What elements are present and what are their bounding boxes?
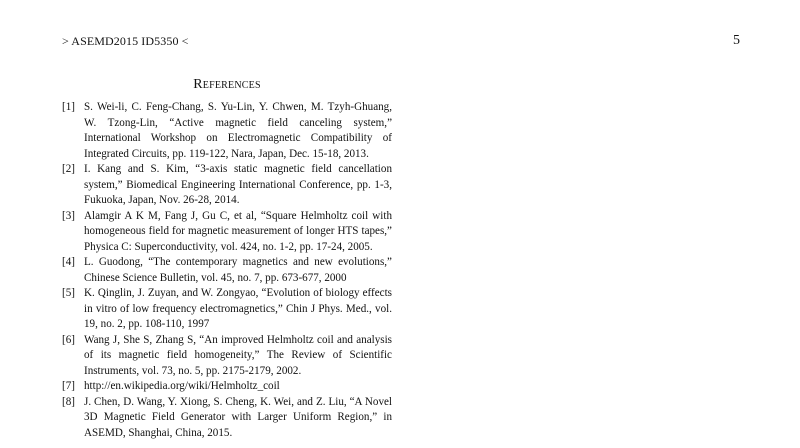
reference-text: S. Wei-li, C. Feng-Chang, S. Yu-Lin, Y. Chwen, M. Tzyh-Ghuang, W. Tzong-Lin, “Active magnetic field canceling system,” International Workshop on Electromagnetic Compatibility of Integrated Circuits, pp. 119-122, Nara, Japan, Dec. 15-18, 2013. — [84, 101, 392, 160]
reference-number: [2] — [62, 163, 75, 175]
reference-number: [1] — [62, 101, 75, 113]
reference-list — [62, 100, 392, 441]
references-heading: References — [193, 77, 261, 92]
running-head: > ASEMD2015 ID5350 < — [62, 34, 189, 48]
reference-text: J. Chen, D. Wang, Y. Xiong, S. Cheng, K. Wei, and Z. Liu, “A Novel 3D Magnetic Field Generator with Larger Uniform Region,” in ASEMD, Shanghai, China, 2015. — [84, 395, 392, 439]
reference-item — [62, 100, 392, 162]
reference-item — [62, 162, 392, 209]
page-number: 5 — [733, 33, 740, 48]
reference-number: [3] — [62, 209, 75, 222]
reference-item — [62, 209, 392, 256]
reference-link[interactable]: http://en.wikipedia.org/wiki/Helmholtz_coil — [84, 380, 280, 392]
reference-text: L. Guodong, “The contemporary magnetics and new evolutions,” Chinese Science Bulletin, vol. 45, no. 7, pp. 673-677, 2000 — [84, 256, 392, 284]
reference-item — [62, 333, 392, 380]
reference-text: K. Qinglin, J. Zuyan, and W. Zongyao, “Evolution of biology effects in vitro of low frequency electromagnetics,” Chin J Phys. Med., vol. 19, no. 2, pp. 108-110, 1997 — [84, 287, 392, 330]
reference-number: [5] — [62, 287, 75, 299]
reference-item — [62, 395, 392, 442]
reference-number: [6] — [62, 333, 75, 346]
reference-number: [8] — [62, 395, 75, 408]
reference-text: Wang J, She S, Zhang S, “An improved Helmholtz coil and analysis of its magnetic field homogeneity,” The Review of Scientific Instruments, vol. 73, no. 5, pp. 2175-2179, 2002. — [84, 333, 392, 377]
reference-item — [62, 379, 392, 395]
reference-item — [62, 286, 392, 333]
reference-item — [62, 255, 392, 286]
reference-number: [7] — [62, 380, 75, 392]
reference-text: Alamgir A K M, Fang J, Gu C, et al, “Square Helmholtz coil with homogeneous field for magnetic measurement of longer HTS tapes,” Physica C: Superconductivity, vol. 424, no. 1-2, pp. 17-24, 2005. — [84, 209, 392, 253]
reference-number: [4] — [62, 256, 75, 268]
reference-text: I. Kang and S. Kim, “3-axis static magnetic field cancellation system,” Biomedical Engineering International Conference, pp. 1-3, Fukuoka, Japan, Nov. 26-28, 2014. — [84, 163, 392, 206]
